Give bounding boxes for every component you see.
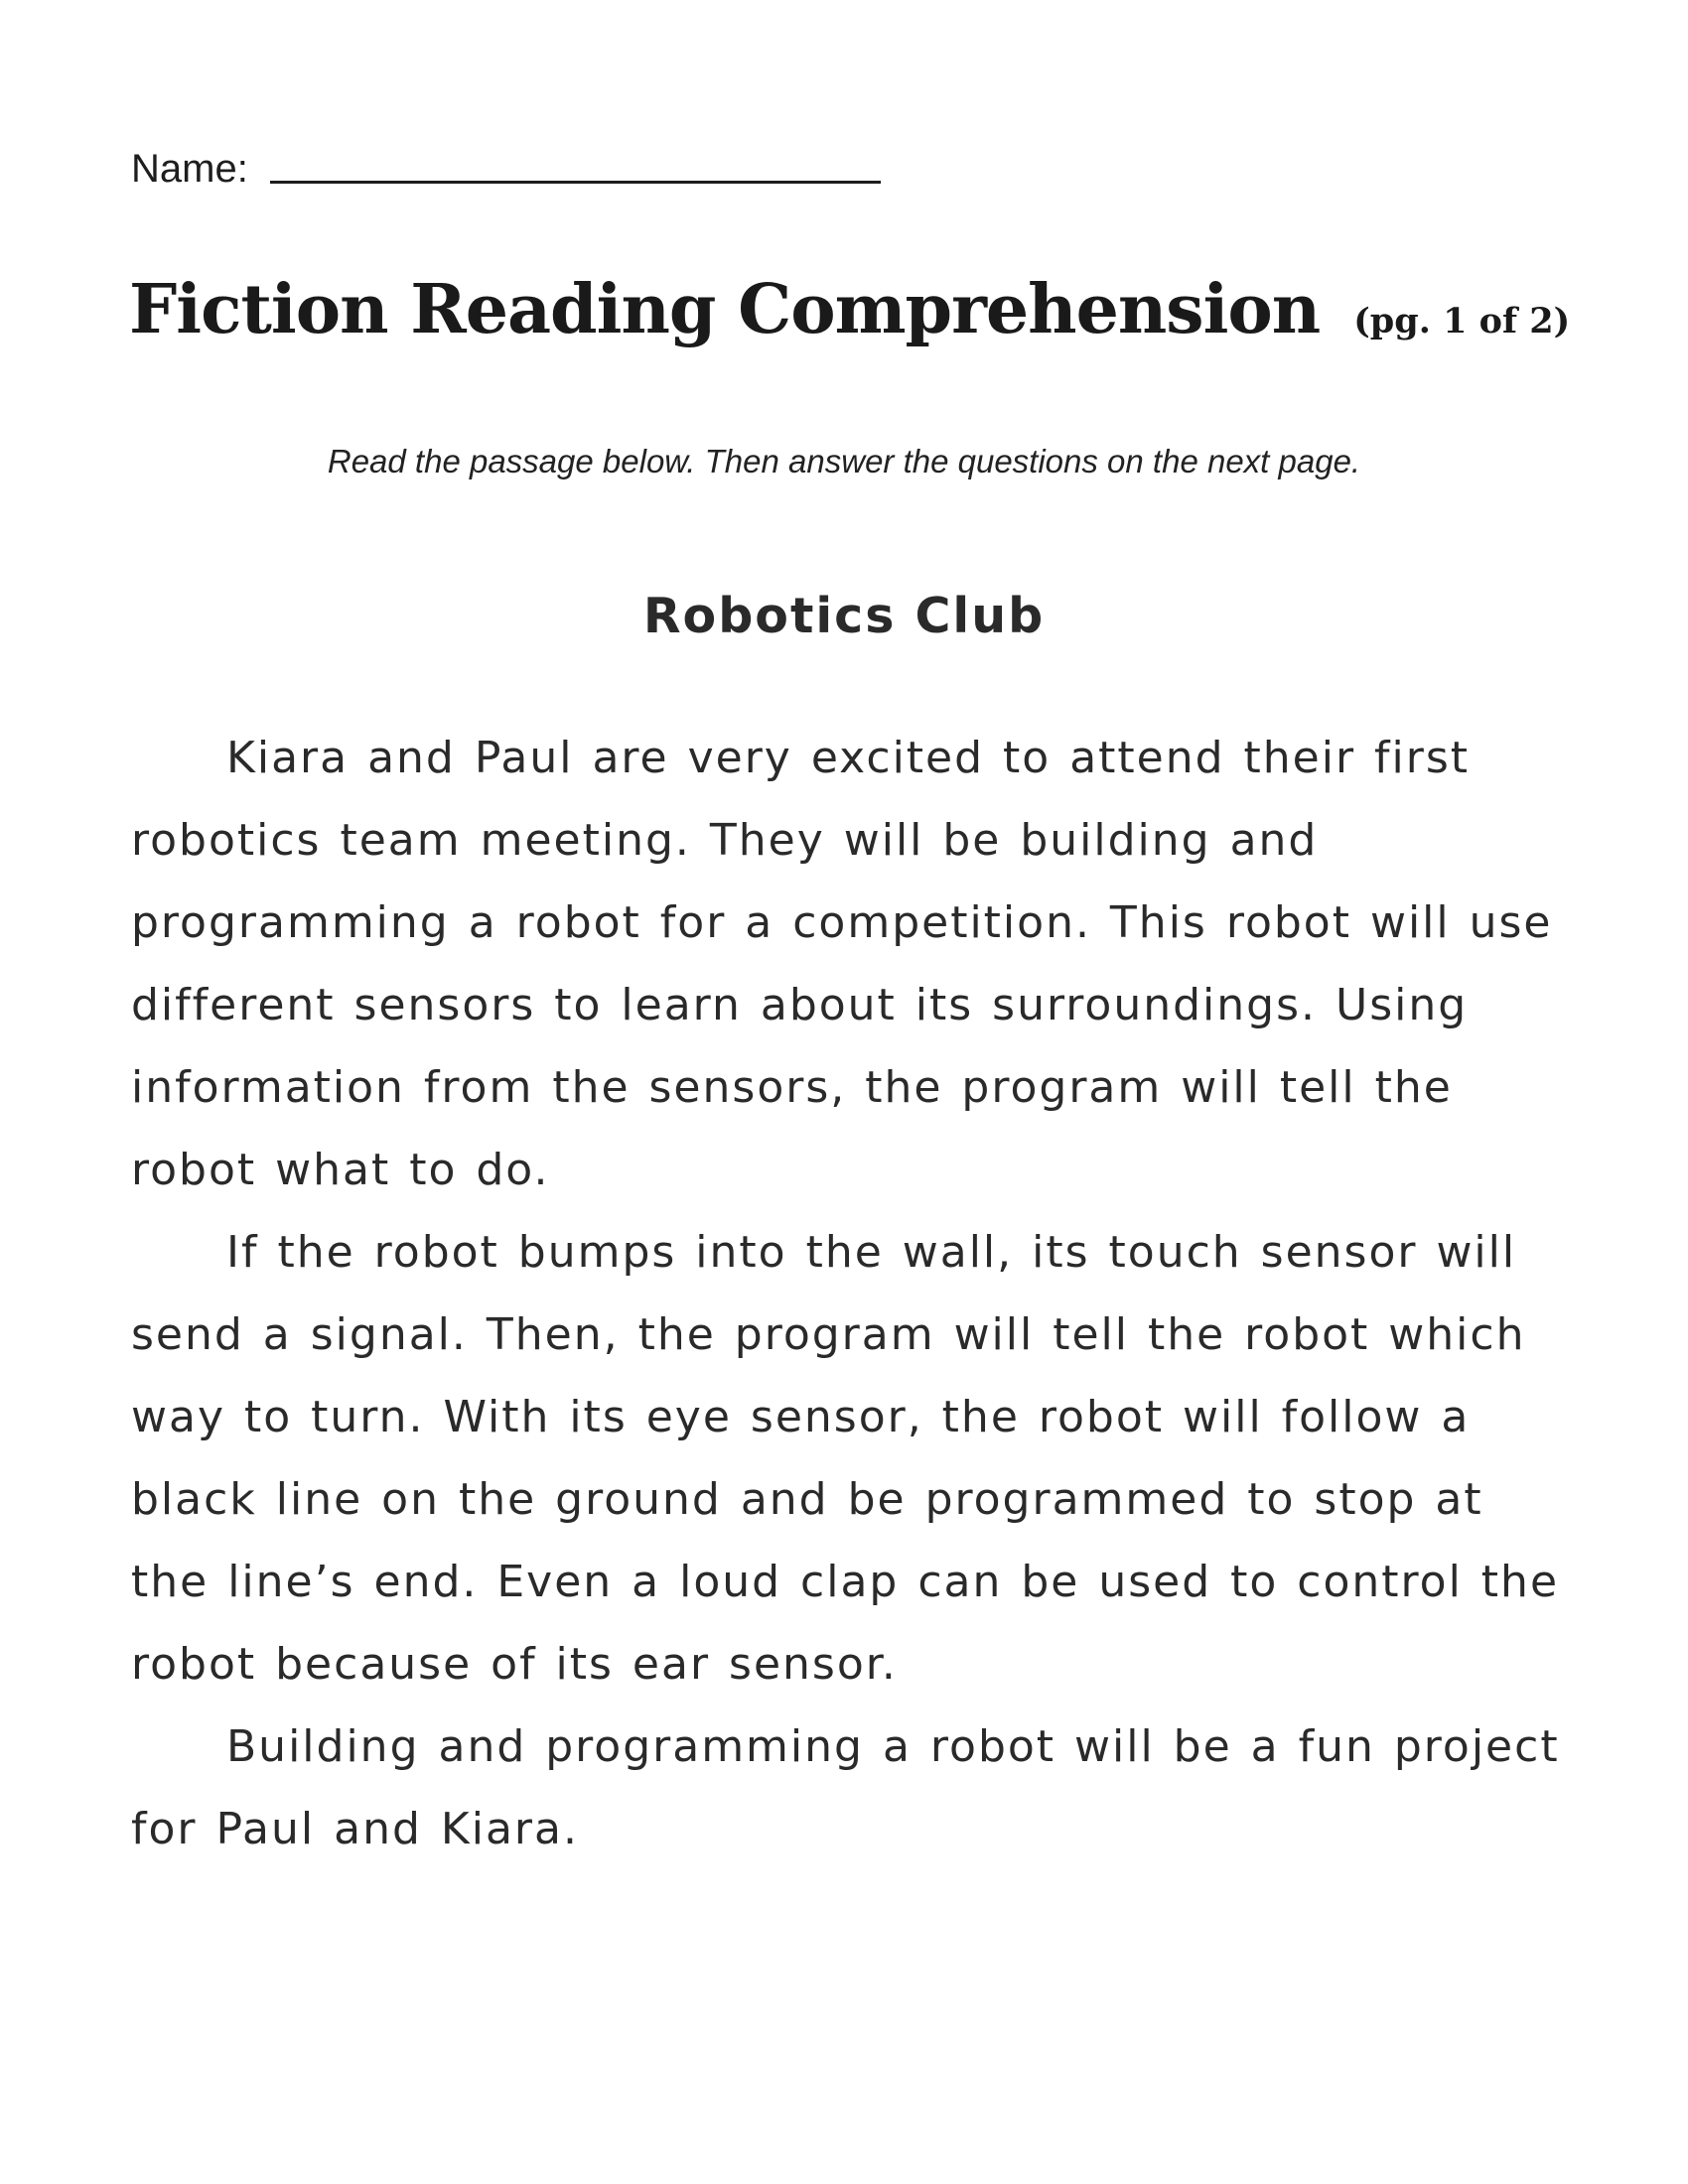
passage-paragraph: Kiara and Paul are very excited to attend their first robotics team meeting. They will be building and programming a robot for a competition. This robot will use different sensors to learn about its surroundings. Using information from the sensors, the program will tell the robot what to do. [131,733,1553,1195]
worksheet-title-row [129,270,1570,349]
name-field-row [131,147,881,192]
story-title: Robotics Club [642,588,1046,644]
name-blank-line [270,181,881,184]
passage-paragraph: Building and programming a robot will be a fun project for Paul and Kiara. [131,1721,1560,1854]
name-label: Name: [131,147,248,191]
worksheet-title: Fiction Reading Comprehension [129,270,1321,349]
passage-paragraph: If the robot bumps into the wall, its touch sensor will send a signal. Then, the program will tell the robot which way to turn. With its eye sensor, the robot will follow a black line on the ground and be programmed to stop at the line’s end. Even a loud clap can be used to control the robot because of its ear sensor. [131,1227,1560,1690]
page-indicator: (pg. 1 of 2) [1353,301,1571,341]
reading-passage [131,717,1561,1870]
instructions-text: Read the passage below. Then answer the questions on the next page. [327,443,1361,479]
